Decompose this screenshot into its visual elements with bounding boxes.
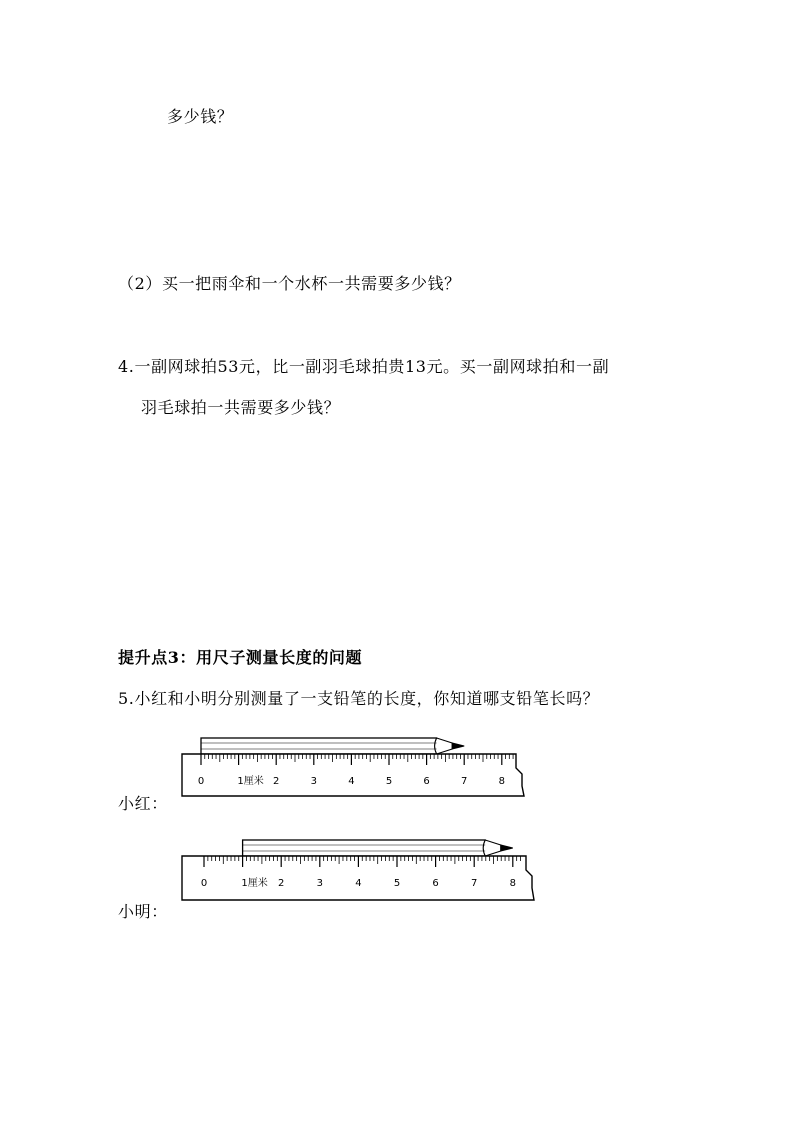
section-3-title: 提升点3：用尺子测量长度的问题 [118, 648, 363, 667]
pencil [243, 840, 513, 856]
pencil-lead [452, 743, 464, 749]
pencil-wood [435, 738, 453, 754]
ruler-tick-label: 4 [355, 878, 362, 889]
xiaohong-label: 小红： [118, 794, 168, 813]
xiaoming-ruler-figure [178, 836, 554, 904]
question-5: 5.小红和小明分别测量了一支铅笔的长度，你知道哪支铅笔长吗？ [118, 689, 600, 708]
ruler-tick-label: 5 [385, 776, 393, 787]
ruler-tick-label: 2 [273, 776, 280, 787]
pencil [201, 738, 464, 754]
ruler-tick-label: 3 [316, 878, 323, 889]
pencil-body [201, 738, 437, 754]
ruler-tick-label: 1厘米 [241, 878, 268, 889]
question-3-2: （2）买一把雨伞和一个水杯一共需要多少钱？ [118, 274, 461, 293]
ruler-tick-label: 7 [461, 776, 468, 787]
ruler-tick-label: 3 [310, 776, 317, 787]
ruler-tick-label: 8 [498, 776, 505, 787]
ruler-tick-label: 0 [197, 776, 205, 787]
ruler-tick-label: 1厘米 [237, 776, 264, 787]
ruler [182, 754, 524, 796]
ruler-tick-label: 5 [393, 878, 401, 889]
ruler-tick-label: 7 [471, 878, 478, 889]
ruler [182, 856, 534, 900]
ruler-tick-label: 0 [200, 878, 208, 889]
ruler-tick-label: 6 [432, 878, 439, 889]
ruler-tick-label: 4 [348, 776, 355, 787]
xiaoming-label: 小明： [118, 902, 168, 921]
question-4-line-1: 4.一副网球拍53元，比一副羽毛球拍贵13元。买一副网球拍和一副 [118, 357, 610, 376]
pencil-body [243, 840, 486, 856]
question-3-1-tail: 多少钱？ [167, 107, 234, 126]
ruler-tick-label: 6 [423, 776, 430, 787]
ruler-tick-label: 2 [278, 878, 285, 889]
ruler-tick-label: 8 [509, 878, 516, 889]
pencil-wood [483, 840, 501, 856]
ruler-body [182, 754, 524, 796]
question-4-line-2: 羽毛球拍一共需要多少钱？ [141, 398, 341, 417]
xiaohong-ruler-figure [178, 734, 544, 800]
pencil-lead [501, 845, 513, 851]
